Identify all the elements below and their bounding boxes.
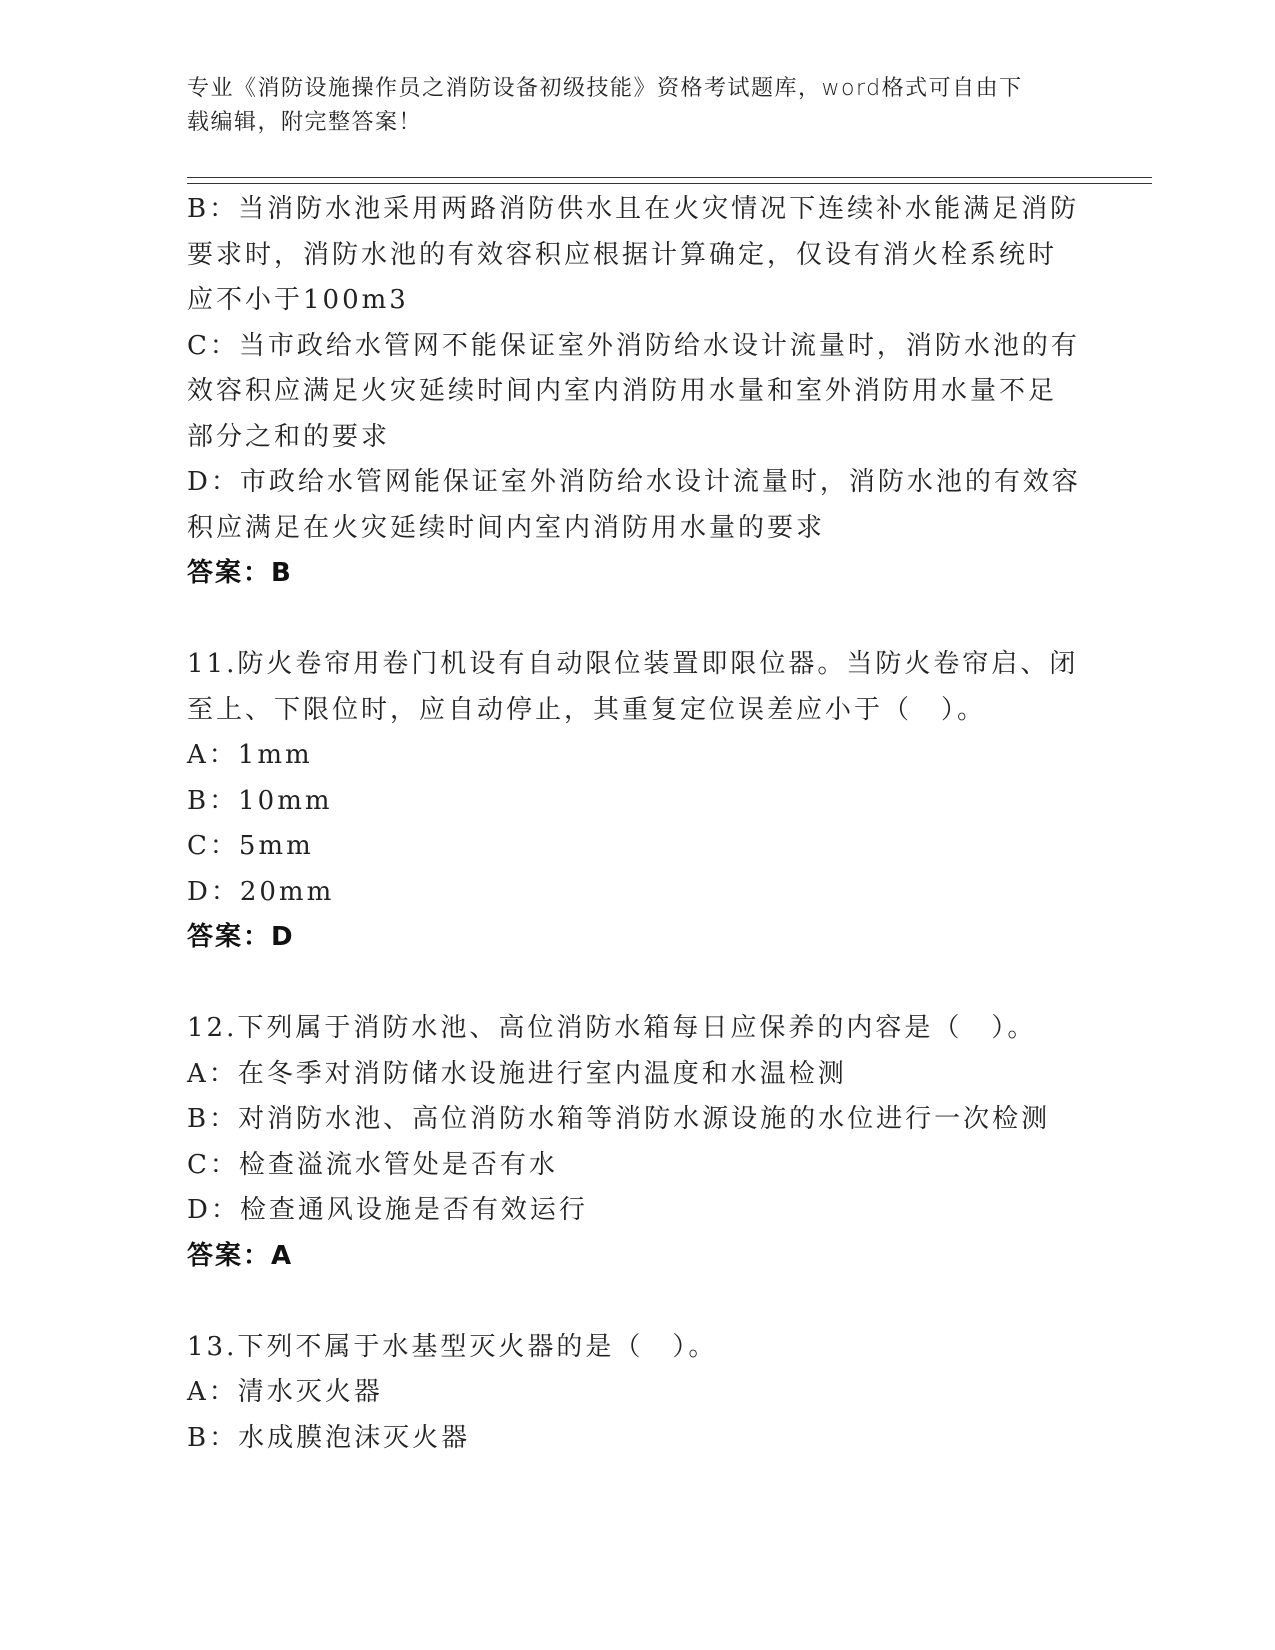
- option-a: A：1mm: [187, 740, 313, 770]
- header-divider: [187, 183, 1152, 184]
- option-b-text: B：当消防水池采用两路消防供水且在火灾情况下连续补水能满足消防: [187, 194, 1080, 224]
- question-text: 至上、下限位时，应自动停止，其重复定位误差应小于（ ）。: [187, 694, 987, 725]
- question-text: 12.下列属于消防水池、高位消防水箱每日应保养的内容是（ ）。: [187, 1013, 1037, 1043]
- option-b: B：对消防水池、高位消防水箱等消防水源设施的水位进行一次检测: [187, 1104, 1051, 1134]
- option-b: B：10mm: [187, 785, 333, 816]
- option-a: A：在冬季对消防储水设施进行室内温度和水温检测: [187, 1058, 847, 1089]
- option-b-text: 应不小于100m3: [187, 285, 409, 315]
- option-d: D：20mm: [187, 876, 335, 907]
- spacer: [187, 961, 1087, 1007]
- answer-label: 答案：D: [187, 922, 295, 952]
- option-d: D：检查通风设施是否有效运行: [187, 1195, 588, 1225]
- option-c-text: 效容积应满足火灾延续时间内室内消防用水量和室外消防用水量不足: [187, 376, 1058, 406]
- option-d-text: 积应满足在火灾延续时间内室内消防用水量的要求: [187, 512, 826, 543]
- option-a: A：清水灭火器: [187, 1377, 383, 1407]
- header-line: 专业《消防设施操作员之消防设备初级技能》资格考试题库，word格式可自由下: [187, 76, 1023, 101]
- option-b-text: 要求时，消防水池的有效容积应根据计算确定，仅设有消火栓系统时: [187, 239, 1058, 270]
- answer-label: 答案：A: [187, 1240, 294, 1271]
- spacer: [187, 1279, 1087, 1325]
- option-c: C：检查溢流水管处是否有水: [187, 1149, 558, 1180]
- question-12: [187, 1006, 1087, 1279]
- question-11: [187, 642, 1087, 961]
- question-10-continued: [187, 187, 1087, 597]
- question-13: [187, 1325, 1087, 1462]
- option-b: B：水成膜泡沫灭火器: [187, 1422, 471, 1453]
- question-content: [187, 187, 1087, 1461]
- option-d-text: D：市政给水管网能保证室外消防给水设计流量时，消防水池的有效容: [187, 467, 1081, 497]
- document-header: [187, 72, 1067, 140]
- option-c-text: C：当市政给水管网不能保证室外消防给水设计流量时，消防水池的有: [187, 330, 1080, 361]
- question-text: 11.防火卷帘用卷门机设有自动限位装置即限位器。当防火卷帘启、闭: [187, 649, 1079, 679]
- answer-label: 答案：B: [187, 558, 293, 588]
- header-line: 载编辑，附完整答案！: [187, 110, 423, 135]
- option-c-text: 部分之和的要求: [187, 421, 391, 452]
- question-text: 13.下列不属于水基型灭火器的是（ ）。: [187, 1331, 718, 1362]
- header-divider: [187, 177, 1152, 178]
- spacer: [187, 597, 1087, 643]
- option-c: C：5mm: [187, 831, 314, 861]
